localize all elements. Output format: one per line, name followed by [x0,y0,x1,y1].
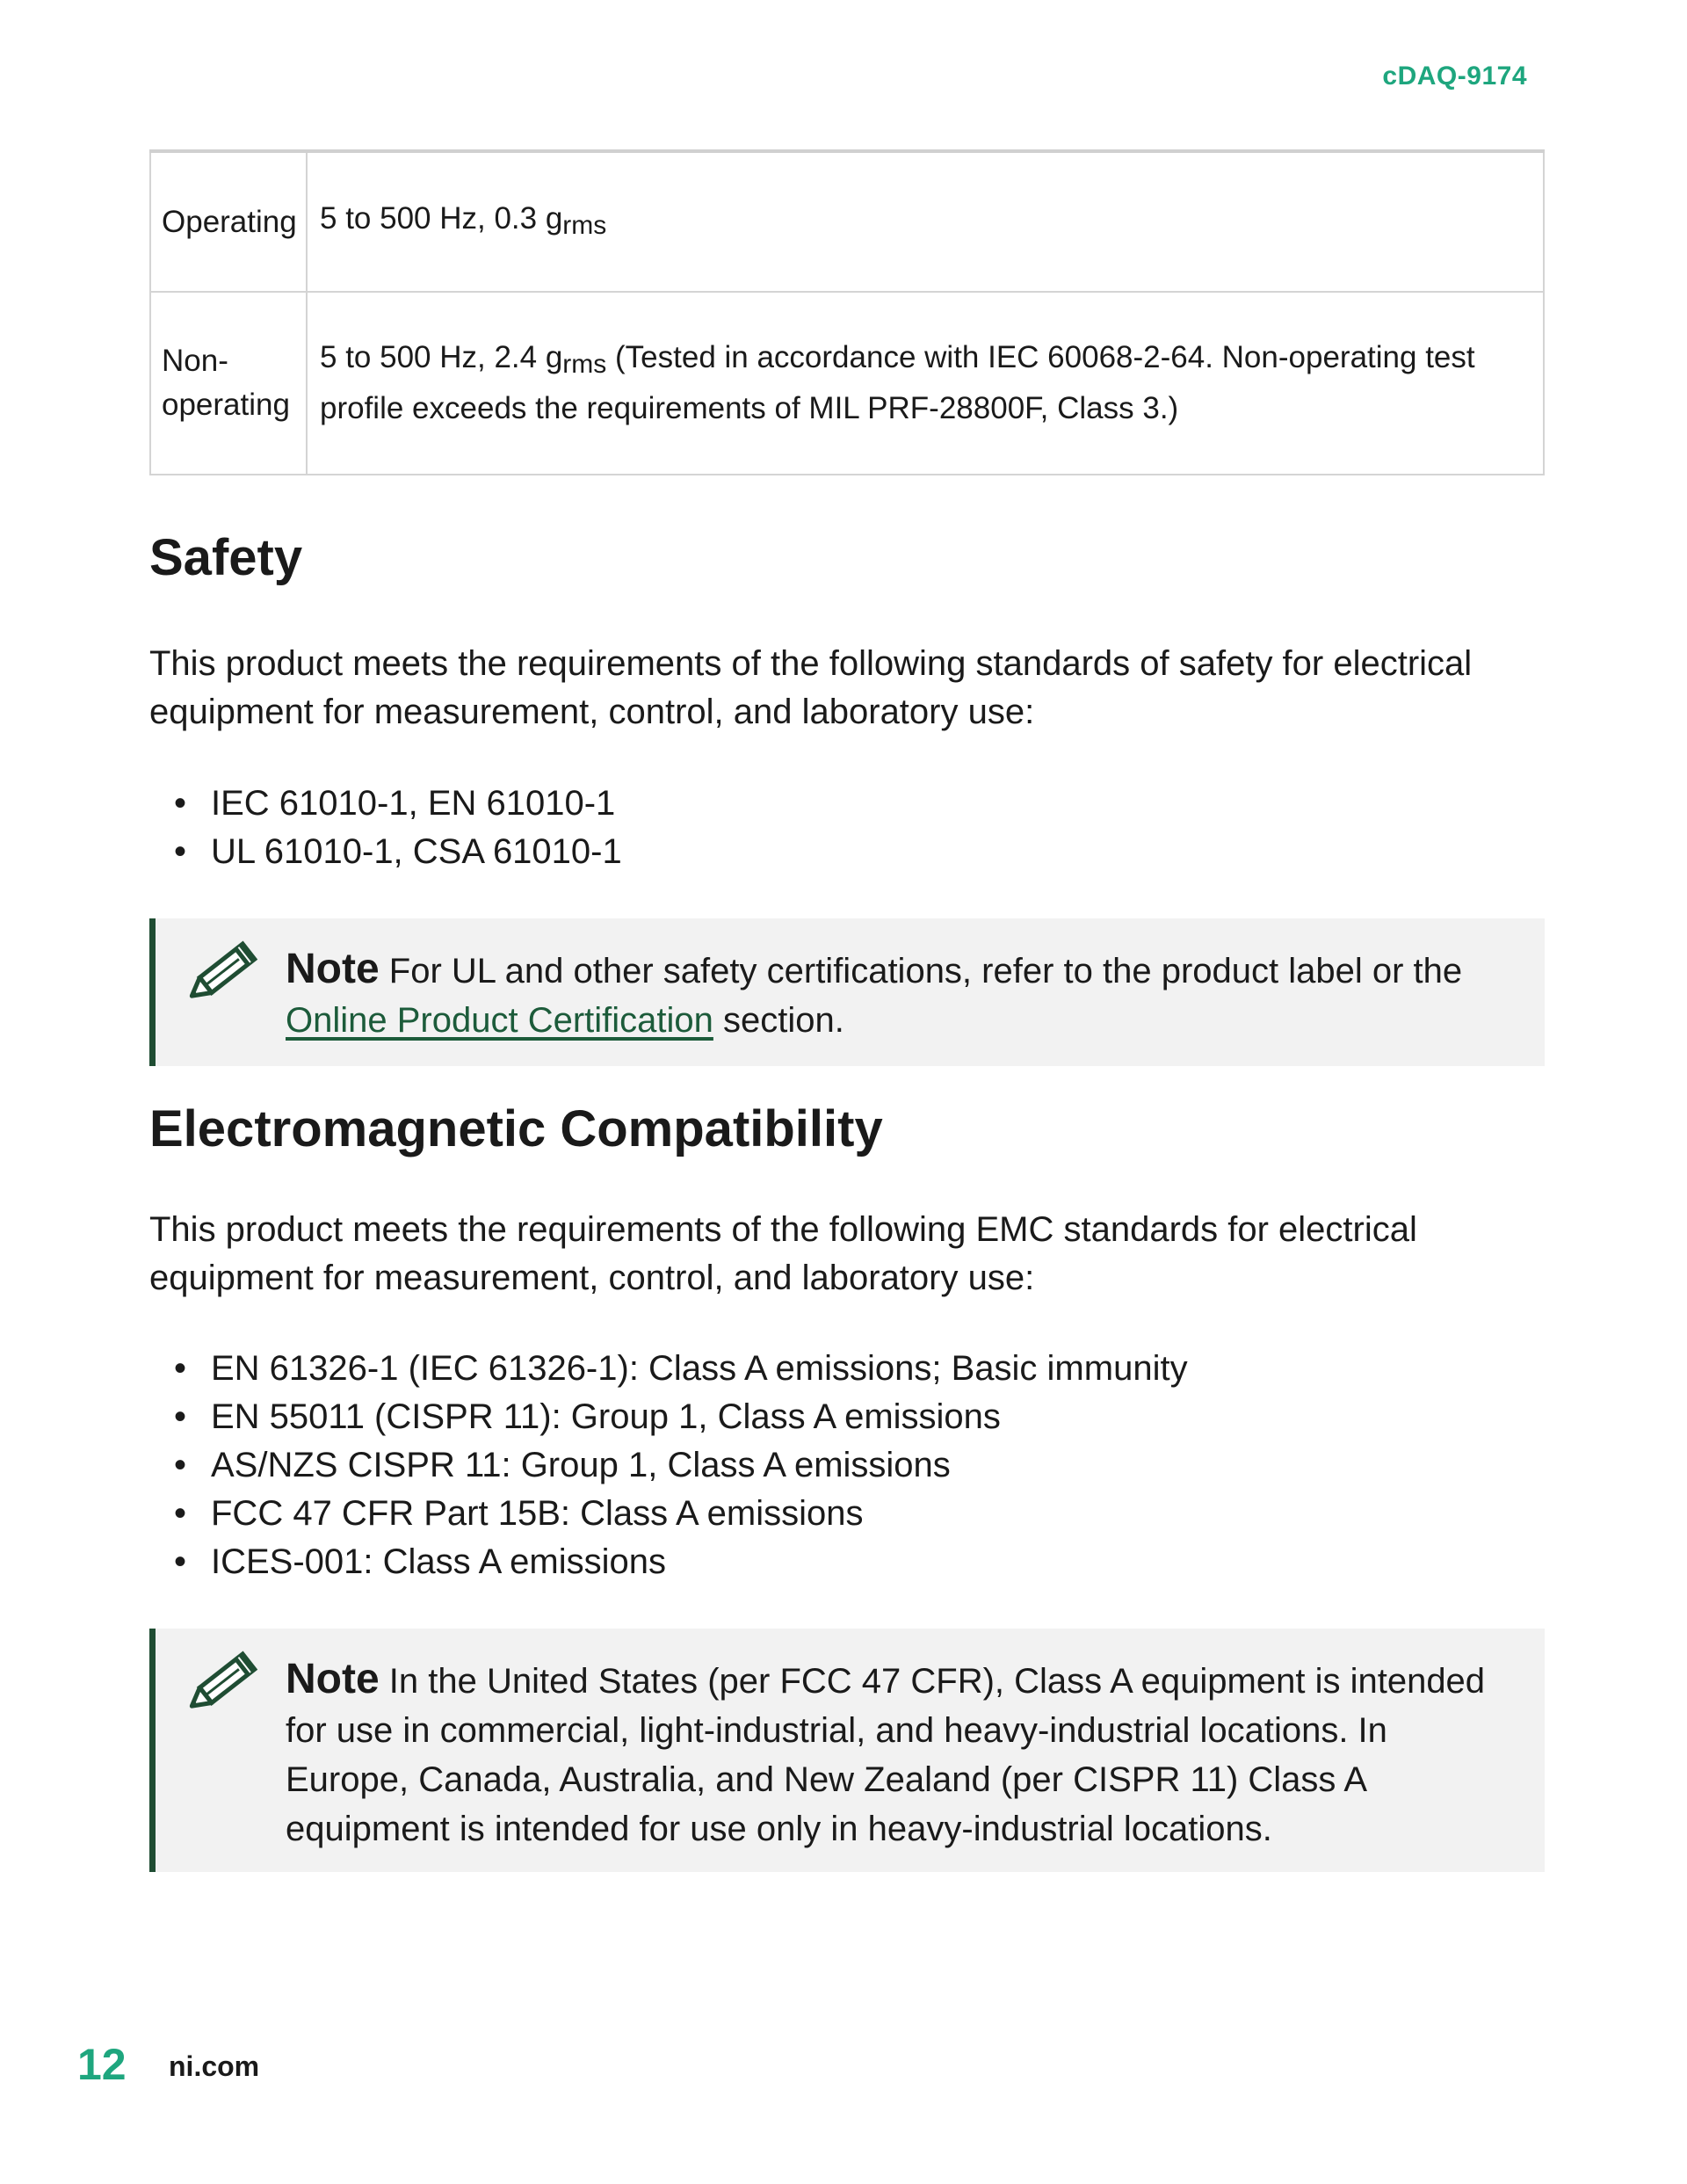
value-detail: (Tested in accordance with IEC 60068-2-64. Non-operating test profile exceeds the requirements of MIL PRF-28800F, Class 3.) [320,340,1475,425]
pencil-icon [177,927,273,1015]
value-text: 5 to 500 Hz, 2.4 g [320,340,563,374]
page-number: 12 [77,2040,127,2089]
table-cell-value [307,292,1544,475]
list-item: • IEC 61010-1, EN 61010-1 [174,784,616,823]
list-item: • UL 61010-1, CSA 61010-1 [174,832,622,871]
list-item-text: FCC 47 CFR Part 15B: Class A emissions [211,1494,864,1533]
online-product-certification-link[interactable]: Online Product Certification [286,1001,713,1040]
value-text: 5 to 500 Hz, 0.3 g [320,200,563,236]
header-product-name: cDAQ-9174 [1382,62,1527,91]
emc-intro: This product meets the requirements of the following EMC standards for electrical equipment for measurement, control, and laboratory use: [149,1210,1417,1297]
emc-note [149,1629,1545,1872]
list-item: • ICES-001: Class A emissions [174,1542,666,1581]
safety-note [149,918,1545,1066]
table-cell-label: Operating [150,151,307,292]
list-item-text: EN 55011 (CISPR 11): Group 1, Class A emissions [211,1397,1001,1436]
vibration-spec-table [149,149,1545,475]
list-item-text: ICES-001: Class A emissions [211,1542,666,1581]
table-row [150,151,1544,292]
list-item: • EN 61326-1 (IEC 61326-1): Class A emissions; Basic immunity [174,1349,1188,1388]
note-body: For UL and other safety certifications, refer to the product label or the [379,952,1463,990]
unit-subscript: rms [562,210,607,240]
table-row [150,292,1544,475]
note-text [286,945,1510,1045]
table-cell-value [307,151,1544,292]
note-label: Note [286,1656,380,1702]
list-item: • EN 55011 (CISPR 11): Group 1, Class A emissions [174,1397,1001,1436]
section-title-emc: Electromagnetic Compatibility [149,1100,883,1157]
section-title-safety: Safety [149,529,303,586]
list-item-text: AS/NZS CISPR 11: Group 1, Class A emissions [211,1446,951,1484]
list-item-text: UL 61010-1, CSA 61010-1 [211,832,622,871]
table-cell-label: Non- operating [150,292,307,475]
note-label: Note [286,946,380,992]
note-text [286,1655,1510,1854]
note-body-end: section. [713,1001,844,1040]
list-item-text: EN 61326-1 (IEC 61326-1): Class A emissions; Basic immunity [211,1349,1188,1388]
safety-intro: This product meets the requirements of the following standards of safety for electrical equipment for measurement, control, and laboratory use: [149,644,1473,731]
footer-site: ni.com [169,2050,260,2082]
pencil-icon [177,1637,273,1725]
list-item: • FCC 47 CFR Part 15B: Class A emissions [174,1494,864,1533]
emc-standards-list [149,1345,1188,1586]
unit-subscript: rms [562,350,607,379]
list-item-text: IEC 61010-1, EN 61010-1 [211,784,616,823]
note-body: In the United States (per FCC 47 CFR), Class A equipment is intended for use in commercial, light-industrial, and heavy-industrial locations. In Europe, Canada, Australia, and New Zealand (per CISPR 11) Class A equipment is intended for use only in heavy-industrial locations. [286,1662,1486,1848]
safety-standards-list [149,780,622,876]
list-item: • AS/NZS CISPR 11: Group 1, Class A emissions [174,1446,951,1484]
